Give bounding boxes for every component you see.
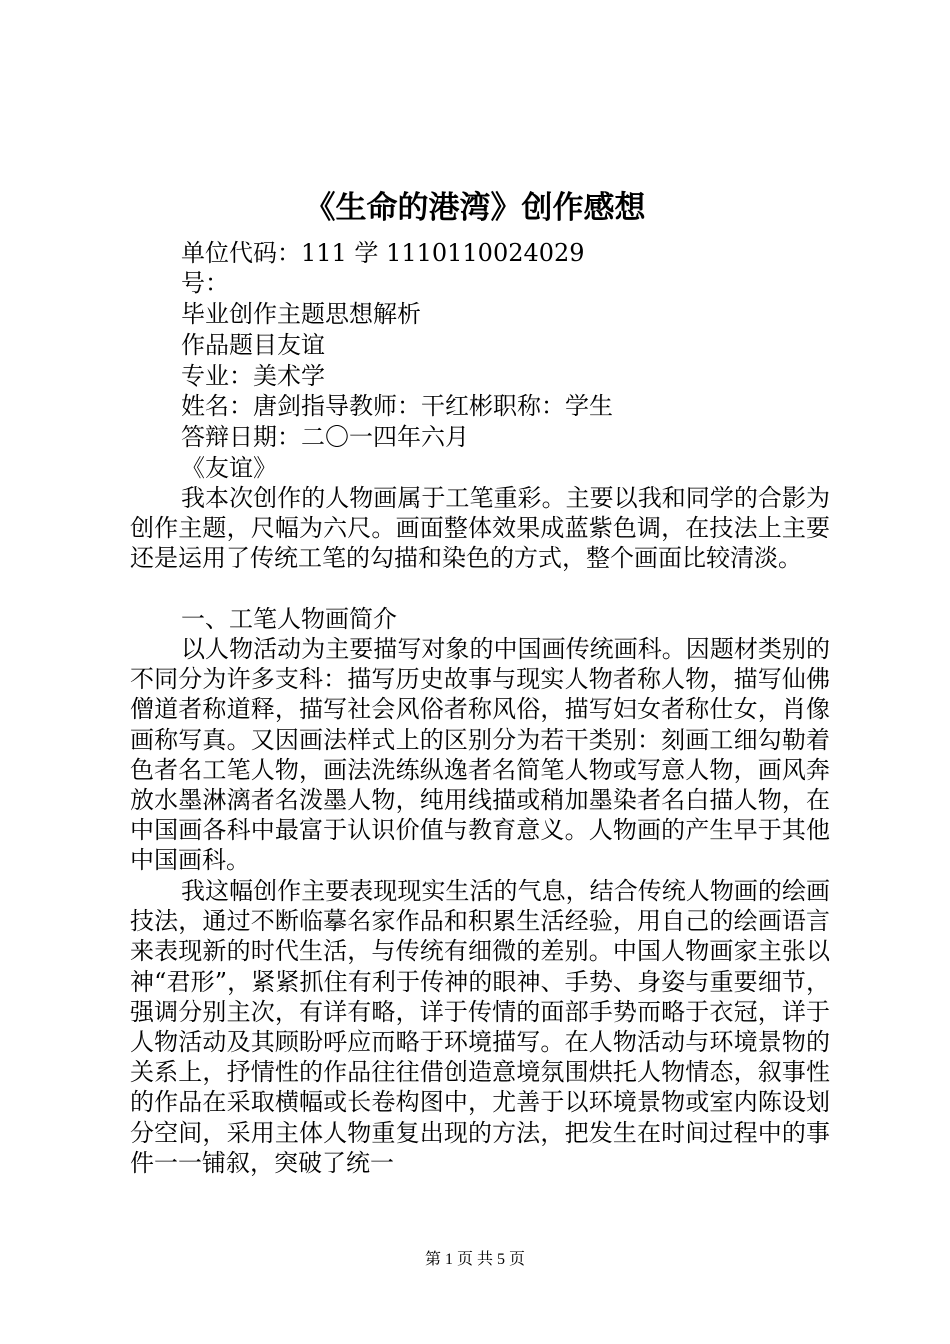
work-title-line: 作品题目友谊 [181,331,325,359]
work-name-line: 《友谊》 [181,454,277,482]
name-line: 姓名：唐剑指导教师：干红彬职称：学生 [181,392,613,420]
document-title: 《生命的港湾》创作感想 [304,190,646,226]
paragraph: 以人物活动为主要描写对象的中国画传统画科。因题材类别的不同分为许多支科：描写历史故事与现实人物者称人物，描写仙佛僧道者称道释，描写社会风俗者称风俗，描写妇女者称仕女，肖像画称写真。又因画法样式上的区别分为若干类别：刻画工细勾勒着色者名工笔人物，画法洗练纵逸者名简笔人物或写意人物，画风奔放水墨淋漓者名泼墨人物，纯用线描或稍加墨染者名白描人物，在中国画各科中最富于认识价值与教育意义。人物画的产生早于其他中国画科。 [130,635,830,875]
defense-date-line: 答辩日期：二〇一四年六月 [181,423,469,451]
section-heading: 一、工笔人物画简介 [181,605,397,633]
unit-code-line: 单位代码：111 学 1110110024029 [181,239,585,267]
major-line: 专业：美术学 [181,362,325,390]
page-footer: 第 1 页 共 5 页 [424,1251,525,1268]
paragraph: 我这幅创作主要表现现实生活的气息，结合传统人物画的绘画技法，通过不断临摹名家作品和积累生活经验，用自己的绘画语言来表现新的时代生活，与传统有细微的差别。中国人物画家主张以神“君形”，紧紧抓住有利于传神的眼神、手势、身姿与重要细节，强调分别主次，有详有略，详于传情的面部手势而略于衣冠，详于人物活动及其顾盼呼应而略于环境描写。在人物活动与环境景物的关系上，抒情性的作品往往借创造意境氛围烘托人物情态，叙事性的作品在采取横幅或长卷构图中，尤善于以环境景物或室内陈设划分空间，采用主体人物重复出现的方法，把发生在时间过程中的事件一一铺叙，突破了统一 [130,877,830,1177]
topic-line: 毕业创作主题思想解析 [181,300,421,328]
paragraph: 我本次创作的人物画属于工笔重彩。主要以我和同学的合影为创作主题，尺幅为六尺。画面整体效果成蓝紫色调，在技法上主要还是运用了传统工笔的勾描和染色的方式，整个画面比较清淡。 [130,484,830,573]
hao-line: 号： [181,269,229,297]
